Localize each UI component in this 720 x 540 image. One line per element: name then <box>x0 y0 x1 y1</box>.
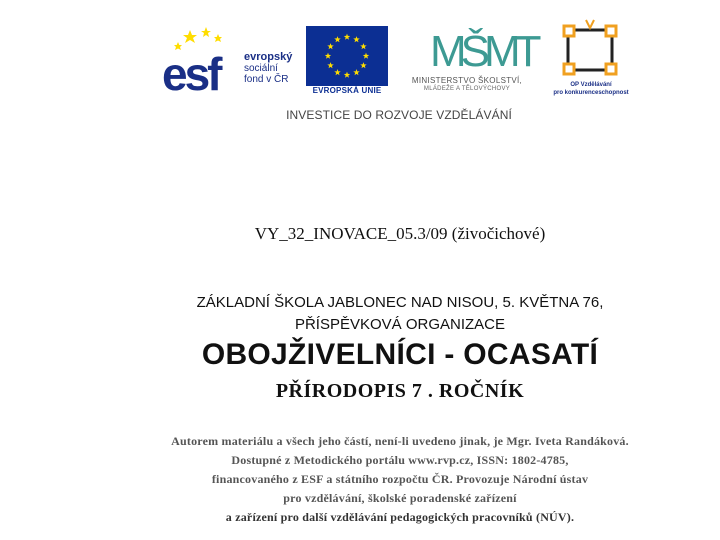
eu-star-icon <box>325 53 331 59</box>
svg-text:MŠMT: MŠMT <box>430 27 536 76</box>
esf-logo <box>160 22 300 98</box>
author-block <box>100 432 700 527</box>
eu-star-icon <box>327 62 333 68</box>
msmt-logo <box>394 22 540 98</box>
eu-star-icon <box>327 43 333 49</box>
eu-star-icon <box>360 62 366 68</box>
eu-star-icon <box>353 36 359 42</box>
author-line: a zařízení pro další vzdělávání pedagogických pracovníků (NÚV). <box>225 510 575 524</box>
msmt-caption-line1: MINISTERSTVO ŠKOLSTVÍ, <box>411 76 523 85</box>
eu-logo <box>306 26 388 98</box>
logo-banner <box>0 0 720 135</box>
esf-caption: evropský sociální fond v ČR <box>244 51 293 85</box>
page-subtitle: PŘÍRODOPIS 7 . ROČNÍK <box>275 380 525 402</box>
op-caption-line1: OP Vzdělávání <box>570 82 612 88</box>
eu-star-icon <box>334 36 340 42</box>
document-code: VY_32_INOVACE_05.3/09 (živočichové) <box>254 224 546 243</box>
author-line: financovaného z ESF a státního rozpočtu ČR. Provozuje Národní ústav <box>211 472 589 486</box>
investice-slogan: INVESTICE DO ROZVOJE VZDĚLÁVÁNÍ <box>286 108 512 122</box>
op-caption-line2: pro konkurenceschopnost <box>553 90 629 96</box>
eu-flag <box>306 26 388 86</box>
msmt-caption-line2: MLÁDEŽE A TĚLOVÝCHOVY <box>423 86 511 92</box>
op-logo <box>548 18 634 100</box>
school-name-line1: ZÁKLADNÍ ŠKOLA JABLONEC NAD NISOU, 5. KVĚTNA 76, <box>196 294 604 311</box>
eu-star-icon <box>360 43 366 49</box>
eu-star-icon <box>344 72 350 78</box>
eu-star-icon <box>344 34 350 40</box>
school-name-line2: PŘÍSPĚVKOVÁ ORGANIZACE <box>294 316 506 333</box>
eu-star-icon <box>363 53 369 59</box>
eu-caption: EVROPSKÁ UNIE <box>312 86 382 95</box>
page-title: OBOJŽIVELNÍCI - OCASATÍ <box>201 338 599 371</box>
eu-star-icon <box>334 69 340 75</box>
author-line: pro vzdělávání, školské poradenské zařízení <box>283 491 517 505</box>
eu-star-icon <box>353 69 359 75</box>
author-line: Dostupné z Metodického portálu www.rvp.cz, ISSN: 1802-4785, <box>231 453 569 467</box>
author-line: Autorem materiálu a všech jeho částí, není-li uvedeno jinak, je Mgr. Iveta Randáková. <box>171 434 629 448</box>
svg-text:esf: esf <box>162 48 220 100</box>
